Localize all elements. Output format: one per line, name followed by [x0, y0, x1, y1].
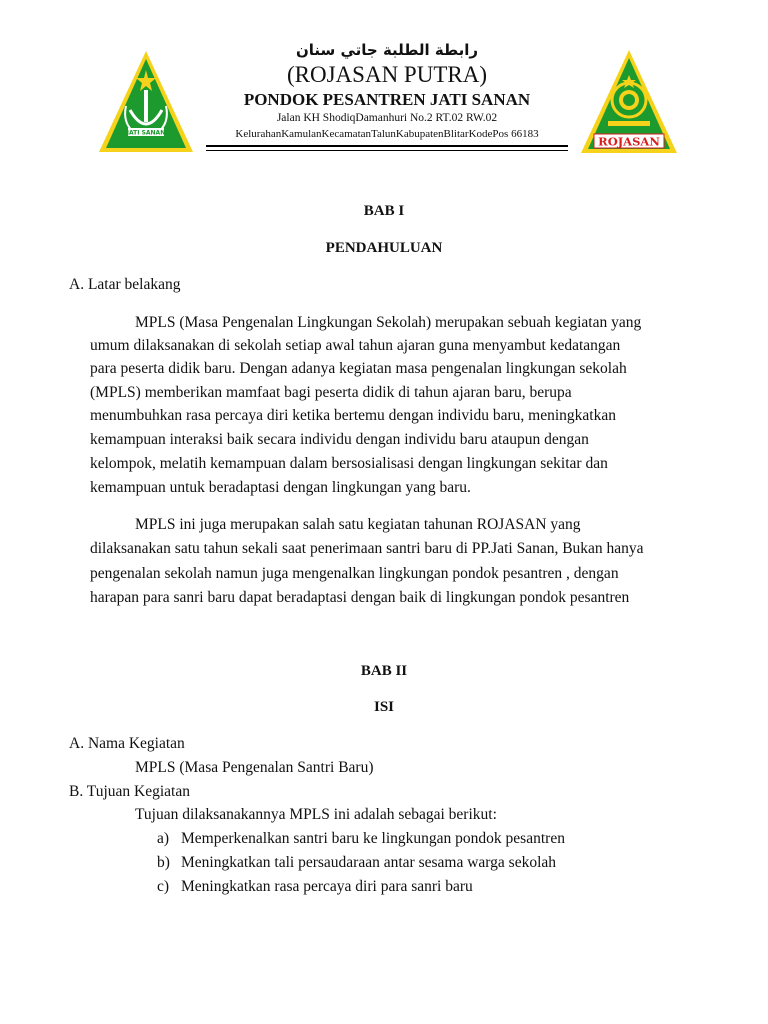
- paragraph-line: MPLS ini juga merupakan salah satu kegiatan tahunan ROJASAN yang: [135, 516, 581, 533]
- section-a-heading: A. Nama Kegiatan: [69, 735, 185, 752]
- paragraph-line: menumbuhkan rasa percaya diri ketika bertemu dengan individu baru, meningkatkan: [90, 407, 616, 424]
- paragraph-line: kemampuan untuk beradaptasi dengan lingkungan yang baru.: [90, 479, 471, 496]
- section-b-heading: B. Tujuan Kegiatan: [69, 783, 190, 800]
- paragraph-line: umum dilaksanakan di sekolah setiap awal tahun ajaran guna menyambut kedatangan: [90, 337, 621, 354]
- postal-line: KelurahanKamulanKecamatanTalunKabupatenBlitarKodePos 66183: [235, 128, 539, 140]
- jati-sanan-logo: [96, 48, 196, 156]
- letterhead-text: [200, 40, 574, 142]
- rojasan-logo: [578, 48, 680, 156]
- paragraph-line: dilaksanakan satu tahun sekali saat penerimaan santri baru di PP.Jati Sanan, Bukan hanya: [90, 540, 644, 557]
- letterhead: [0, 0, 768, 165]
- header-rule-thick: [206, 145, 568, 147]
- list-item: Meningkatkan rasa percaya diri para sanri baru: [181, 878, 473, 895]
- paragraph-line: kelompok, melatih kemampuan dalam bersosialisasi dengan lingkungan sekitar dan: [90, 455, 608, 472]
- org-name: (ROJASAN PUTRA): [287, 62, 487, 87]
- address-line: Jalan KH ShodiqDamanhuri No.2 RT.02 RW.02: [276, 112, 498, 124]
- bab1-title: BAB I: [363, 203, 405, 219]
- paragraph-line: kemampuan interaksi baik secara individu dengan individu baru ataupun dengan: [90, 431, 589, 448]
- right-logo-caption: ROJASAN: [598, 134, 660, 149]
- tujuan-intro: Tujuan dilaksanakannya MPLS ini adalah sebagai berikut:: [135, 806, 497, 823]
- list-item-marker: c): [157, 878, 170, 895]
- activity-name: MPLS (Masa Pengenalan Santri Baru): [135, 759, 374, 776]
- left-logo-caption: JATI SANAN: [126, 129, 166, 137]
- header-rule-thin: [206, 150, 568, 151]
- paragraph-line: para peserta didik baru. Dengan adanya kegiatan masa pengenalan lingkungan sekolah: [90, 360, 627, 377]
- pondok-name: PONDOK PESANTREN JATI SANAN: [243, 90, 531, 109]
- list-item: Memperkenalkan santri baru ke lingkungan pondok pesantren: [181, 830, 565, 847]
- paragraph-line: (MPLS) memberikan mamfaat bagi peserta didik di tahun ajaran baru, berupa: [90, 384, 572, 401]
- paragraph-line: MPLS (Masa Pengenalan Lingkungan Sekolah) merupakan sebuah kegiatan yang: [135, 314, 642, 331]
- list-item: Meningkatkan tali persaudaraan antar sesama warga sekolah: [181, 854, 557, 871]
- bab2-title: BAB II: [360, 663, 408, 679]
- section-a-heading: A. Latar belakang: [69, 276, 181, 293]
- bab1-subtitle: PENDAHULUAN: [325, 240, 443, 256]
- arabic-title: رابطة الطلبة جاتي سنان: [295, 41, 479, 59]
- paragraph-line: harapan para sanri baru dapat beradaptasi dengan baik di lingkungan pondok pesantren: [90, 589, 630, 606]
- list-item-marker: b): [157, 854, 170, 871]
- bab2-subtitle: ISI: [373, 699, 395, 715]
- paragraph-line: pengenalan sekolah namun juga mengenalkan lingkungan pondok pesantren , dengan: [90, 565, 619, 582]
- list-item-marker: a): [157, 830, 170, 847]
